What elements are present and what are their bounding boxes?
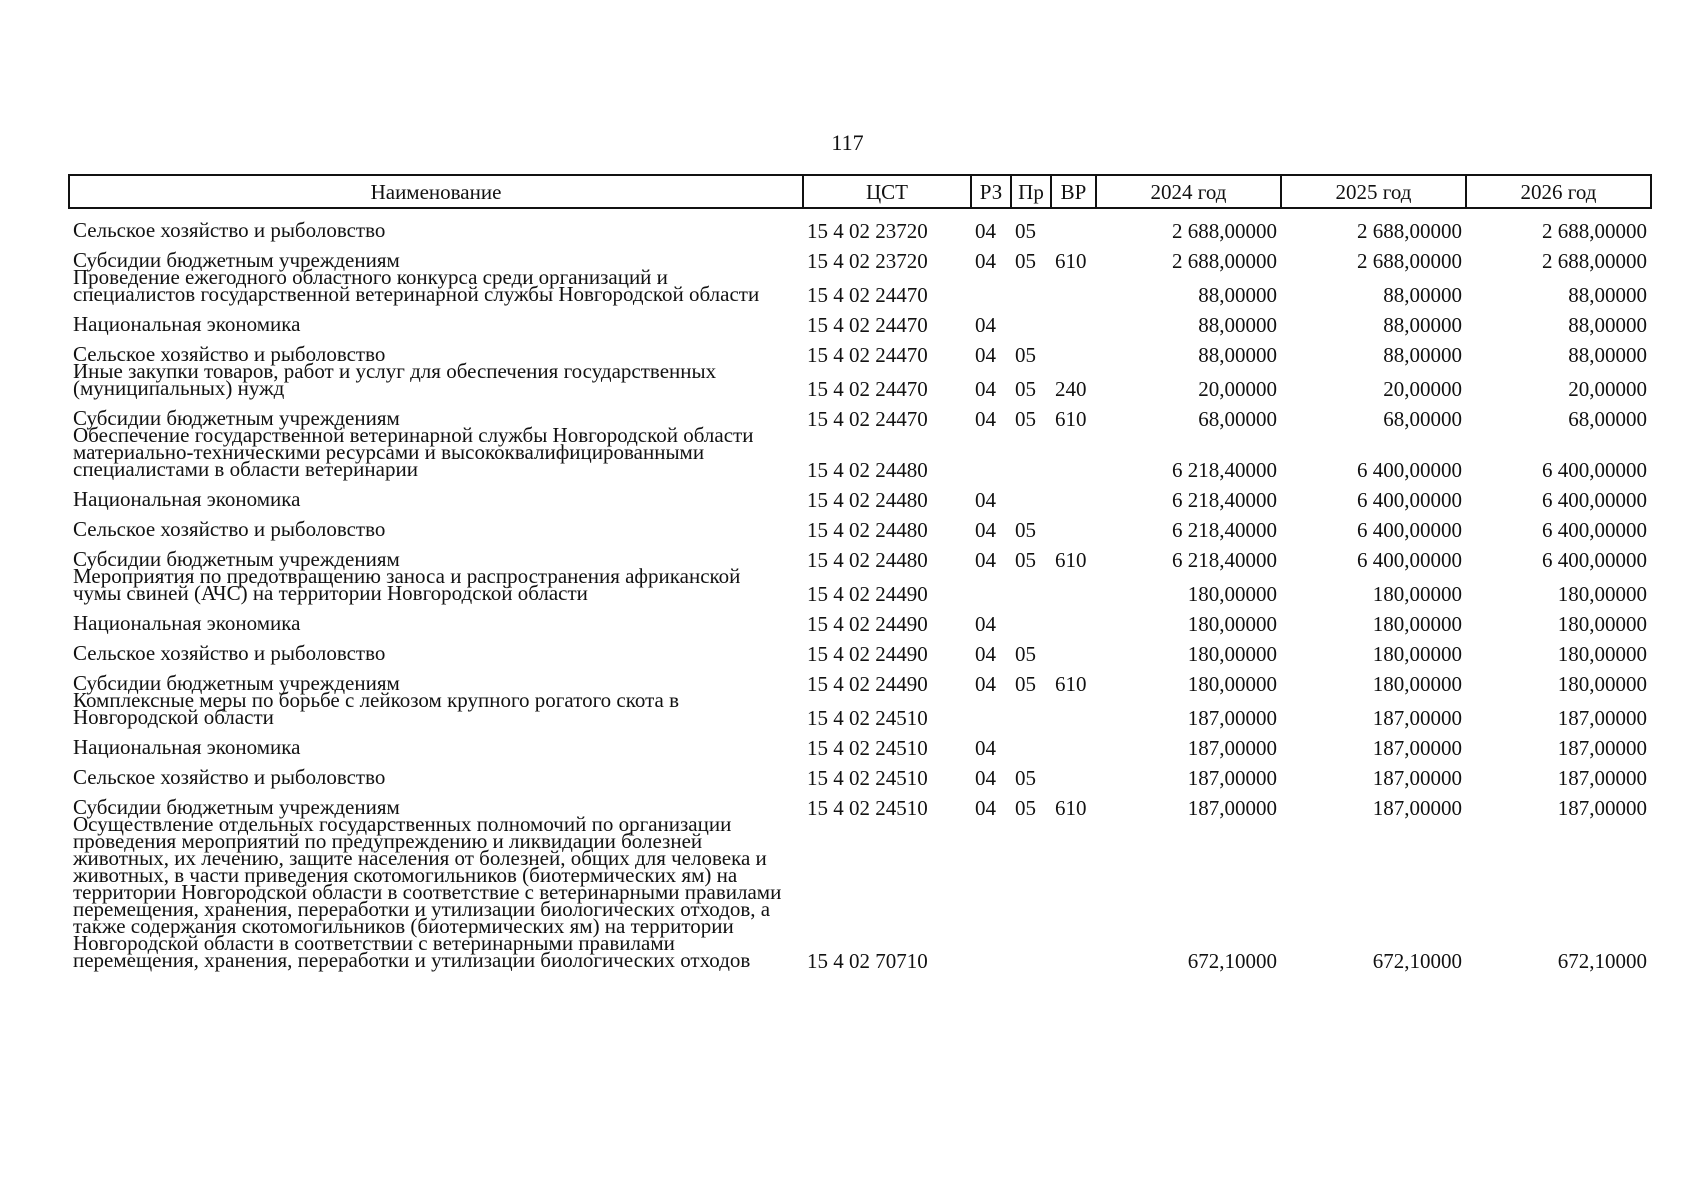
cell-2026: 88,00000: [1568, 343, 1647, 367]
cell-rz: 04: [975, 642, 996, 666]
table-row: [69, 478, 1651, 508]
cell-pr: 05: [1015, 407, 1036, 431]
cell-2024: 180,00000: [1187, 642, 1277, 666]
table-row: [69, 508, 1651, 538]
cell-2024: 2 688,00000: [1172, 249, 1277, 273]
cell-cst: 15 4 02 24480: [807, 518, 928, 542]
cell-2025: 68,00000: [1383, 407, 1462, 431]
table-body: [69, 208, 1651, 973]
cell-2025: 20,00000: [1383, 377, 1462, 401]
cell-vr: 610: [1055, 249, 1087, 273]
table-row: [69, 756, 1651, 786]
cell-rz: 04: [975, 612, 996, 636]
header-2024: 2024 год: [1096, 175, 1281, 208]
cell-2026: 2 688,00000: [1542, 249, 1647, 273]
cell-vr: [1051, 508, 1096, 538]
cell-name: Национальная экономика: [73, 611, 301, 635]
cell-pr: [1011, 427, 1051, 478]
cell-2024: 180,00000: [1187, 672, 1277, 696]
cell-vr: 610: [1055, 407, 1087, 431]
cell-2024: 2 688,00000: [1172, 219, 1277, 243]
cell-2026: 180,00000: [1557, 642, 1647, 666]
cell-2026: 187,00000: [1557, 736, 1647, 760]
cell-vr: [1051, 333, 1096, 363]
cell-2026: 187,00000: [1557, 706, 1647, 730]
cell-name: Осуществление отдельных государственных полномочий по организации проведения мероприятий по предупреждению и ликвидации болезней животных, их лечению, защите населения от болезней, общих для человека и животных, в части приведения скотомогильников (биотермических ям) на территории Новгородской области в соответствие с ветеринарными правилами перемещения, хранения, переработки и утилизации биологических отходов, а также содержания скотомогильников (биотермических ям) на территории Новгородской области в соответствии с ветеринарными правилами перемещения, хранения, переработки и утилизации биологических отходов: [73, 812, 782, 972]
cell-2026: 6 400,00000: [1542, 458, 1647, 482]
table-row: [69, 363, 1651, 397]
cell-vr: [1051, 568, 1096, 602]
cell-2025: 180,00000: [1372, 582, 1462, 606]
cell-2025: 180,00000: [1372, 612, 1462, 636]
cell-2025: 88,00000: [1383, 313, 1462, 337]
table-row: [69, 726, 1651, 756]
table-header: [69, 175, 1651, 208]
cell-name: Сельское хозяйство и рыболовство: [73, 342, 386, 366]
cell-name: Субсидии бюджетным учреждениям: [73, 547, 400, 571]
cell-vr: [1051, 692, 1096, 726]
table-row: [69, 602, 1651, 632]
cell-name: Мероприятия по предотвращению заноса и распространения африканской чумы свиней (АЧС) на территории Новгородской области: [73, 564, 741, 605]
table-row: [69, 816, 1651, 969]
cell-rz: [971, 269, 1011, 303]
cell-name: Иные закупки товаров, работ и услуг для обеспечения государственных (муниципальных) нужд: [73, 359, 717, 400]
cell-pr: [1011, 726, 1051, 756]
cell-vr: [1051, 816, 1096, 969]
cell-2026: 187,00000: [1557, 766, 1647, 790]
cell-2025: 187,00000: [1372, 796, 1462, 820]
cell-2026: 180,00000: [1557, 612, 1647, 636]
cell-2026: 180,00000: [1557, 672, 1647, 696]
budget-table: [68, 174, 1652, 973]
cell-cst: 15 4 02 24470: [807, 283, 928, 307]
cell-2024: 187,00000: [1187, 766, 1277, 790]
cell-vr: 240: [1055, 377, 1087, 401]
cell-2026: 88,00000: [1568, 313, 1647, 337]
cell-2026: 20,00000: [1568, 377, 1647, 401]
cell-name: Субсидии бюджетным учреждениям: [73, 248, 400, 272]
cell-2024: 6 218,40000: [1172, 548, 1277, 572]
cell-rz: 04: [975, 488, 996, 512]
cell-2024: 180,00000: [1187, 582, 1277, 606]
cell-vr: 610: [1055, 796, 1087, 820]
cell-rz: [971, 816, 1011, 969]
cell-rz: 04: [975, 736, 996, 760]
cell-2025: 187,00000: [1372, 736, 1462, 760]
cell-name: Обеспечение государственной ветеринарной службы Новгородской области материально-техническими ресурсами и высококвалифицированными специалистами в области ветеринарии: [73, 423, 754, 481]
cell-cst: 15 4 02 70710: [807, 949, 928, 973]
cell-cst: 15 4 02 24480: [807, 548, 928, 572]
cell-rz: 04: [975, 407, 996, 431]
cell-2024: 187,00000: [1187, 736, 1277, 760]
cell-2025: 88,00000: [1383, 283, 1462, 307]
cell-cst: 15 4 02 23720: [807, 249, 928, 273]
cell-rz: 04: [975, 672, 996, 696]
cell-cst: 15 4 02 24470: [807, 343, 928, 367]
cell-2025: 6 400,00000: [1357, 458, 1462, 482]
cell-2024: 180,00000: [1187, 612, 1277, 636]
cell-vr: [1051, 602, 1096, 632]
page-number: 117: [831, 130, 864, 155]
cell-vr: 610: [1055, 548, 1087, 572]
cell-2026: 672,10000: [1557, 949, 1647, 973]
table-row: [69, 269, 1651, 303]
cell-rz: [971, 427, 1011, 478]
cell-name: Субсидии бюджетным учреждениям: [73, 671, 400, 695]
cell-2024: 672,10000: [1187, 949, 1277, 973]
cell-name: Проведение ежегодного областного конкурса среди организаций и специалистов государственной ветеринарной службы Новгородской области: [73, 265, 760, 306]
cell-pr: 05: [1015, 796, 1036, 820]
table-row: [69, 303, 1651, 333]
cell-vr: [1051, 632, 1096, 662]
cell-2025: 88,00000: [1383, 343, 1462, 367]
cell-name: Сельское хозяйство и рыболовство: [73, 641, 386, 665]
cell-cst: 15 4 02 23720: [807, 219, 928, 243]
cell-vr: [1051, 269, 1096, 303]
cell-cst: 15 4 02 24470: [807, 313, 928, 337]
cell-name: Субсидии бюджетным учреждениям: [73, 406, 400, 430]
cell-2025: 187,00000: [1372, 766, 1462, 790]
table-row: [69, 208, 1651, 239]
cell-2025: 2 688,00000: [1357, 249, 1462, 273]
cell-2025: 180,00000: [1372, 642, 1462, 666]
cell-cst: 15 4 02 24470: [807, 377, 928, 401]
cell-pr: [1011, 816, 1051, 969]
header-rz: РЗ: [971, 175, 1011, 208]
cell-2025: 6 400,00000: [1357, 488, 1462, 512]
cell-rz: 04: [975, 219, 996, 243]
cell-pr: [1011, 269, 1051, 303]
cell-2024: 20,00000: [1198, 377, 1277, 401]
cell-name: Сельское хозяйство и рыболовство: [73, 517, 386, 541]
cell-pr: 05: [1015, 249, 1036, 273]
cell-cst: 15 4 02 24490: [807, 582, 928, 606]
cell-vr: [1051, 756, 1096, 786]
header-vr: ВР: [1051, 175, 1096, 208]
table-row: [69, 427, 1651, 478]
cell-2025: 6 400,00000: [1357, 518, 1462, 542]
cell-vr: [1051, 726, 1096, 756]
cell-pr: 05: [1015, 343, 1036, 367]
cell-2025: 187,00000: [1372, 706, 1462, 730]
cell-name: Сельское хозяйство и рыболовство: [73, 765, 386, 789]
cell-2026: 180,00000: [1557, 582, 1647, 606]
cell-2024: 68,00000: [1198, 407, 1277, 431]
cell-name: Сельское хозяйство и рыболовство: [73, 218, 386, 242]
table-row: [69, 568, 1651, 602]
table-row: [69, 692, 1651, 726]
cell-cst: 15 4 02 24470: [807, 407, 928, 431]
cell-cst: 15 4 02 24510: [807, 706, 928, 730]
cell-vr: [1051, 303, 1096, 333]
cell-pr: [1011, 602, 1051, 632]
cell-pr: [1011, 303, 1051, 333]
cell-pr: [1011, 692, 1051, 726]
cell-2025: 6 400,00000: [1357, 548, 1462, 572]
cell-cst: 15 4 02 24490: [807, 612, 928, 636]
header-name: Наименование: [69, 175, 803, 208]
cell-2024: 187,00000: [1187, 796, 1277, 820]
cell-name: Национальная экономика: [73, 487, 301, 511]
cell-pr: [1011, 478, 1051, 508]
cell-cst: 15 4 02 24490: [807, 642, 928, 666]
cell-rz: 04: [975, 548, 996, 572]
cell-pr: 05: [1015, 377, 1036, 401]
cell-pr: 05: [1015, 548, 1036, 572]
cell-pr: 05: [1015, 766, 1036, 790]
cell-pr: 05: [1015, 518, 1036, 542]
cell-2026: 88,00000: [1568, 283, 1647, 307]
cell-vr: 610: [1055, 672, 1087, 696]
cell-pr: [1011, 568, 1051, 602]
cell-2025: 180,00000: [1372, 672, 1462, 696]
cell-rz: [971, 568, 1011, 602]
cell-2024: 6 218,40000: [1172, 458, 1277, 482]
table-row: [69, 632, 1651, 662]
cell-rz: 04: [975, 313, 996, 337]
cell-2026: 6 400,00000: [1542, 548, 1647, 572]
cell-cst: 15 4 02 24510: [807, 796, 928, 820]
cell-rz: [971, 692, 1011, 726]
cell-2025: 672,10000: [1372, 949, 1462, 973]
cell-cst: 15 4 02 24510: [807, 766, 928, 790]
cell-2024: 88,00000: [1198, 343, 1277, 367]
header-row: [69, 175, 1651, 208]
cell-2026: 2 688,00000: [1542, 219, 1647, 243]
cell-vr: [1051, 208, 1096, 239]
cell-rz: 04: [975, 249, 996, 273]
cell-name: Национальная экономика: [73, 735, 301, 759]
cell-name: Комплексные меры по борьбе с лейкозом крупного рогатого скота в Новгородской области: [73, 688, 680, 729]
cell-2026: 68,00000: [1568, 407, 1647, 431]
cell-2026: 6 400,00000: [1542, 488, 1647, 512]
cell-vr: [1051, 427, 1096, 478]
cell-name: Национальная экономика: [73, 312, 301, 336]
cell-rz: 04: [975, 377, 996, 401]
cell-rz: 04: [975, 796, 996, 820]
cell-cst: 15 4 02 24490: [807, 672, 928, 696]
header-cst: ЦСТ: [803, 175, 971, 208]
cell-2024: 6 218,40000: [1172, 518, 1277, 542]
cell-cst: 15 4 02 24480: [807, 458, 928, 482]
cell-cst: 15 4 02 24510: [807, 736, 928, 760]
cell-2025: 2 688,00000: [1357, 219, 1462, 243]
cell-2024: 88,00000: [1198, 283, 1277, 307]
cell-2024: 187,00000: [1187, 706, 1277, 730]
cell-rz: 04: [975, 343, 996, 367]
cell-2024: 88,00000: [1198, 313, 1277, 337]
cell-name: Субсидии бюджетным учреждениям: [73, 795, 400, 819]
cell-2026: 6 400,00000: [1542, 518, 1647, 542]
header-2025: 2025 год: [1281, 175, 1466, 208]
cell-rz: 04: [975, 766, 996, 790]
cell-vr: [1051, 478, 1096, 508]
cell-pr: 05: [1015, 642, 1036, 666]
cell-cst: 15 4 02 24480: [807, 488, 928, 512]
cell-2026: 187,00000: [1557, 796, 1647, 820]
cell-pr: 05: [1015, 219, 1036, 243]
cell-pr: 05: [1015, 672, 1036, 696]
header-pr: Пр: [1011, 175, 1051, 208]
cell-2024: 6 218,40000: [1172, 488, 1277, 512]
cell-rz: 04: [975, 518, 996, 542]
header-2026: 2026 год: [1466, 175, 1651, 208]
